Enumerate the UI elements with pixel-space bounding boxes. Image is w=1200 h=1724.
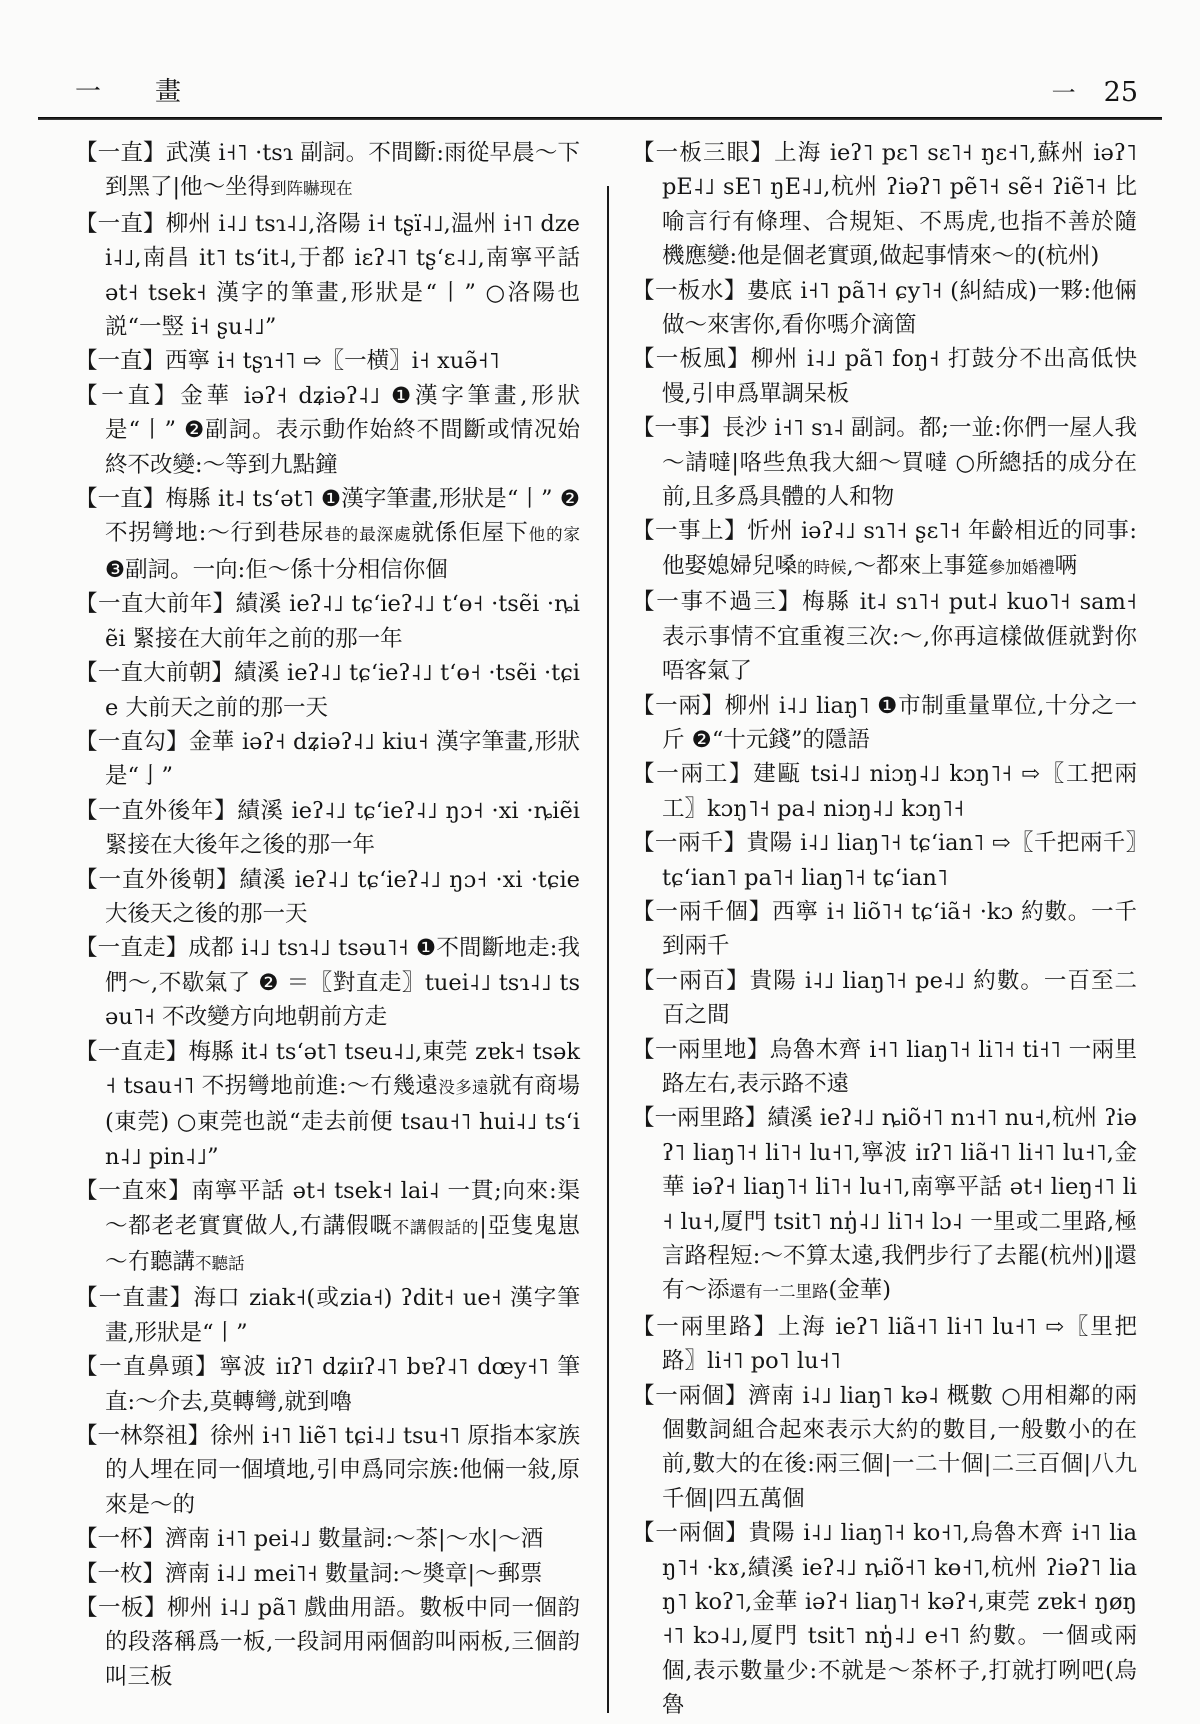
entry-text: 【一板水】婁底 i˧˥ pã˥˧ ɕy˥˧ (糾結成)一夥:他倆做～來害你,看你嗎介滴箇 [632,277,1137,339]
entry-text: 【一直外後年】績溪 ieʔ˨˩ tɕʻieʔ˨˩ ŋɔ˧ ·xi ·ȵiẽi 緊接在大後年之後的那一年 [75,797,580,859]
dictionary-entry [75,1591,580,1694]
gloss-text: 不聽話 [195,1254,245,1273]
gloss-text: 到阵㬨现在 [270,179,353,199]
entry-text: 【一兩】柳州 i˨˩ liaŋ˥ ❶市制重量單位,十分之一斤 ❷“十元錢”的隱語 [632,692,1137,753]
dictionary-entry [75,1419,580,1522]
dictionary-entry [75,1035,580,1175]
radical-label: 一 [1051,79,1076,107]
entry-text: 【一板風】柳州 i˨˩ pã˥ foŋ˧ 打鼓分不出高低快慢,引申爲單調呆板 [632,346,1137,407]
dictionary-entry [75,379,580,482]
dictionary-entry [75,863,580,932]
dictionary-entry [632,1379,1137,1517]
gloss-text: 没多遠 [438,1077,489,1097]
entry-text: 【一兩工】建甌 tsi˨˩ niɔŋ˨˩ kɔŋ˥˧ ⇨〖工把兩工〗kɔŋ˥˧ pa˨ niɔŋ˨˩ kɔŋ˥˧ [632,761,1137,822]
entry-text: 【一直勾】金華 iəʔ˧ dʑiəʔ˨˩ kiu˧ 漢字筆畫,形狀是“亅” [75,728,580,790]
entry-text: 【一直走】成都 i˨˩ tsɿ˨˩ tsəu˥˧ ❶不間斷地走:我們～,不歇氣了 ❷ ＝〖對直走〗tuei˨˩ tsɿ˨˩ tsəu˥˧ 不改變方向地朝前方走 [75,935,580,1031]
dictionary-entry [632,274,1137,343]
entry-text: 【一直大前年】績溪 ieʔ˨˩ tɕʻieʔ˨˩ tʻɵ˧ ·tsẽi ·ȵiẽi 緊接在大前年之前的那一年 [75,591,580,652]
entry-text: 【一直】西寧 i˧ tʂɿ˧˥ ⇨〖一横〗i˧ xuə̃˧˥ [75,348,500,375]
dictionary-entry [75,725,580,794]
entry-text: 【一直】金華 iəʔ˧ dʑiəʔ˨˩ ❶漢字筆畫,形狀是“丨” ❷副詞。表示動作始終不間斷或情况始終不改變:～等到九點鐘 [75,382,580,478]
right-column [632,136,1137,1723]
entry-text: 【一兩個】濟南 i˨˩ liaŋ˥ kə˨ 概數 ○用相鄰的兩個數詞組合起來表示大約的數目,一般數小的在前,數大的在後:兩三個|一二十個|二三百個|八九千個|四五萬個 [632,1382,1137,1512]
dictionary-entry [632,964,1137,1033]
dictionary-entry [632,689,1137,758]
section-title: 一 畫 [75,77,196,107]
entry-text: |亞隻鬼崽～冇聽講 [105,1212,581,1275]
entry-text: 【一直鼻頭】寧波 iɪʔ˥ dʑiɪʔ˨˥ bɐʔ˨˥ dœy˧˥ 筆直:～介去,莫轉彎,就到嚕 [75,1354,580,1415]
entry-text: 【一直畫】海口 ziak˧(或zia˧) ʔdit˧ ue˧ 漢字筆畫,形狀是“丨” [75,1285,580,1346]
dictionary-entry [632,411,1137,514]
header-right [1052,73,1138,108]
dictionary-entry [75,794,580,863]
dictionary-entry [75,1522,580,1556]
entry-text: 【一直大前朝】績溪 ieʔ˨˩ tɕʻieʔ˨˩ tʻɵ˧ ·tsẽi ·tɕie 大前天之前的那一天 [75,660,580,721]
entry-text: 【一板】柳州 i˨˩ pã˥ 戲曲用語。數板中同一個韵的段落稱爲一板,一段詞用兩個韵叫兩板,三個韵叫三板 [75,1595,580,1690]
dictionary-entry [632,1310,1137,1379]
page-content [75,136,1137,1723]
entry-text: 【一事】長沙 i˧˥ sɿ˨ 副詞。都;一並:你們一屋人我～請噠|咯些魚我大細～買噠 ○所總括的成分在前,且多爲具體的人和物 [632,415,1137,511]
gloss-text: 參加婚禮 [988,557,1055,577]
entry-text: ❸副詞。一向:佢～係十分相信你個 [105,556,448,583]
entry-text: 就有商場(東莞) ○東莞也説“走去前便 tsau˧˥ hui˨˩ tsʻin˨˩ pin˨˩” [105,1072,580,1170]
dictionary-entry [75,207,580,345]
dictionary-entry [75,1557,580,1591]
column-divider [607,186,609,1713]
entry-text: 【一兩千】貴陽 i˨˩ liaŋ˥˧ tɕʻian˥ ⇨〖千把兩千〗tɕʻian˥ pa˥˧ liaŋ˥˧ tɕʻian˥ [632,830,1137,891]
entry-text: 【一事不過三】梅縣 it˨ sɿ˥˧ put˨ kuo˥˧ sam˧ 表示事情不宜重複三次:～,你再這樣做𠊎就對你唔客氣了 [632,589,1137,685]
dictionary-entry [632,136,1137,274]
dictionary-entry [632,1516,1137,1722]
dictionary-entry [632,342,1137,411]
entry-text: 【一直來】南寧平話 ət˧ tsek˧ lai˨ 一貫;向來:渠～都老老實實做人,冇講假嘅 [75,1178,580,1239]
entry-text: 【一事上】忻州 iəʔ˨˩ sɿ˥˧ ʂɛ˥˧ 年齡相近的同事:他娶媳婦兒嗓 [632,518,1137,579]
dictionary-entry [75,482,580,587]
entry-text: 【一直外後朝】績溪 ieʔ˨˩ tɕʻieʔ˨˩ ŋɔ˧ ·xi ·tɕie 大後天之後的那一天 [75,866,580,927]
entry-text: 【一直走】梅縣 it˨ tsʻət˥ tseu˨˩,東莞 zɐk˧ tsək˧ tsau˧˥ 不拐彎地前進:～冇幾遠 [75,1038,580,1099]
entry-text: 【一直】梅縣 it˨ tsʻət˥ ❶漢字筆畫,形狀是“丨” ❷不拐彎地:～行到巷尿 [75,486,580,547]
dictionary-entry [75,344,580,378]
dictionary-entry [632,826,1137,895]
dictionary-entry [632,514,1137,585]
dictionary-entry [632,585,1137,688]
entry-text: 【一兩百】貴陽 i˨˩ liaŋ˥˧ pe˨˩ 約數。一百至二百之間 [632,967,1137,1029]
dictionary-entry [75,136,580,207]
dictionary-entry [75,1174,580,1281]
dictionary-entry [75,1281,580,1350]
entry-text: 【一直】武漢 i˧˥ ·tsɿ 副詞。不間斷:雨從早晨～下到黑了|他～坐得 [75,140,580,201]
entry-text: 【一兩千個】西寧 i˧ liõ˥˧ tɕʻiã˧ ·kɔ 約數。一千到兩千 [632,898,1137,960]
page-header [75,68,1138,108]
gloss-text: 巷的最深處 [324,525,412,545]
gloss-text: 不講假話的 [392,1217,480,1237]
entry-text: 就係佢屋下 [411,520,529,547]
page-number: 25 [1103,77,1138,108]
entry-text: 【一兩里路】績溪 ieʔ˨˩ ȵiõ˧˥ nɿ˧˥ nu˧,杭州 ʔiəʔ˥ liaŋ˥˧ li˥˧ lu˧˥,寧波 iɪʔ˥ liã˧˥ li˧˥ lu˧˥,金華 iəʔ˧ liaŋ˥˧ li˥˧ lu˧˥,南寧平話 ət˧ lieŋ˧˥ li˧ lu˧,厦門 tsit˥ nŋ̍˨˩ li˥˧ lɔ˨ 一里或二里路,極言路程短:～不算太遠,我們步行了去罷(杭州)‖還有～添 [632,1105,1137,1304]
header-rule [38,117,1162,120]
entry-text: 【一枚】濟南 i˨˩ mei˥˧ 數量詞:～奬章|～郵票 [75,1560,543,1587]
entry-text: 【一板三眼】上海 ieʔ˥ pɛ˥ sɛ˥˧ ŋɛ˧˥,蘇州 iəʔ˥ pE˨˩ sE˥ ŋE˨˩,杭州 ʔiəʔ˥ pẽ˥˧ sẽ˧ ʔiẽ˥˧ 比喻言行有條理、合規矩、不馬虎,也指不善於隨機應變:他是個老實頭,做起事情來～的(杭州) [632,140,1137,270]
entry-text: ,～都來上事筵 [846,552,989,579]
entry-text: 唡 [1054,552,1078,579]
entry-text: 【一兩個】貴陽 i˨˩ liaŋ˥˧ ko˧˥,烏魯木齊 i˧˥ liaŋ˥˧ ·kɤ,績溪 ieʔ˨˩ ȵiõ˧˥ kɵ˧˥,杭州 ʔiəʔ˥ liaŋ˥ koʔ˥,金華 iəʔ˧ liaŋ˥˧ kəʔ˧,東莞 zɐk˧ ŋøŋ˧˥ kɔ˨˩,厦門 tsit˥ nŋ̍˨˩ e˧˥ 約數。一個或兩個,表示數量少:不就是～茶杯子,打就打咧吧(烏魯 [632,1520,1137,1719]
gloss-text: 還有一二里路 [729,1282,829,1302]
dictionary-entry [75,656,580,725]
entry-text: 【一林祭祖】徐州 i˧˥ liẽ˥ tɕi˨˩ tsu˧˥ 原指本家族的人埋在同一個墳地,引申爲同宗族:他倆一敍,原來是～的 [75,1423,580,1518]
dictionary-entry [632,757,1137,826]
dictionary-entry [632,895,1137,964]
entry-text: 【一直】柳州 i˨˩ tsɿ˨˩,洛陽 i˧ tʂï˨˩,温州 i˧˥ dzei˨˩,南昌 it˥ tsʻit˨,于都 iɛʔ˨˥ tʂʻɛ˨˩,南寧平話 ət˧ tsek˧ 漢字的筆畫,形狀是“丨” ○洛陽也説“一竪 i˧ ʂu˨˩” [75,210,580,341]
dictionary-entry [75,931,580,1034]
dictionary-entry [75,1350,580,1419]
entry-text: 【一杯】濟南 i˧˥ pei˨˩ 數量詞:～茶|～水|～酒 [75,1526,544,1553]
gloss-text: 他的家 [528,525,580,545]
dictionary-entry [632,1101,1137,1309]
dictionary-entry [632,1033,1137,1102]
entry-text: 【一兩里路】上海 ieʔ˥ liã˧˥ li˧˥ lu˧˥ ⇨〖里把路〗li˧˥ po˥ lu˧˥ [632,1313,1137,1375]
entry-text: (金華) [828,1277,892,1304]
entry-text: 【一兩里地】烏魯木齊 i˧˥ liaŋ˥˧ li˥˧ ti˧˥ 一兩里路左右,表示路不遠 [632,1036,1137,1097]
gloss-text: 的時候 [797,557,847,577]
dictionary-entry [75,587,580,656]
left-column [75,136,580,1723]
